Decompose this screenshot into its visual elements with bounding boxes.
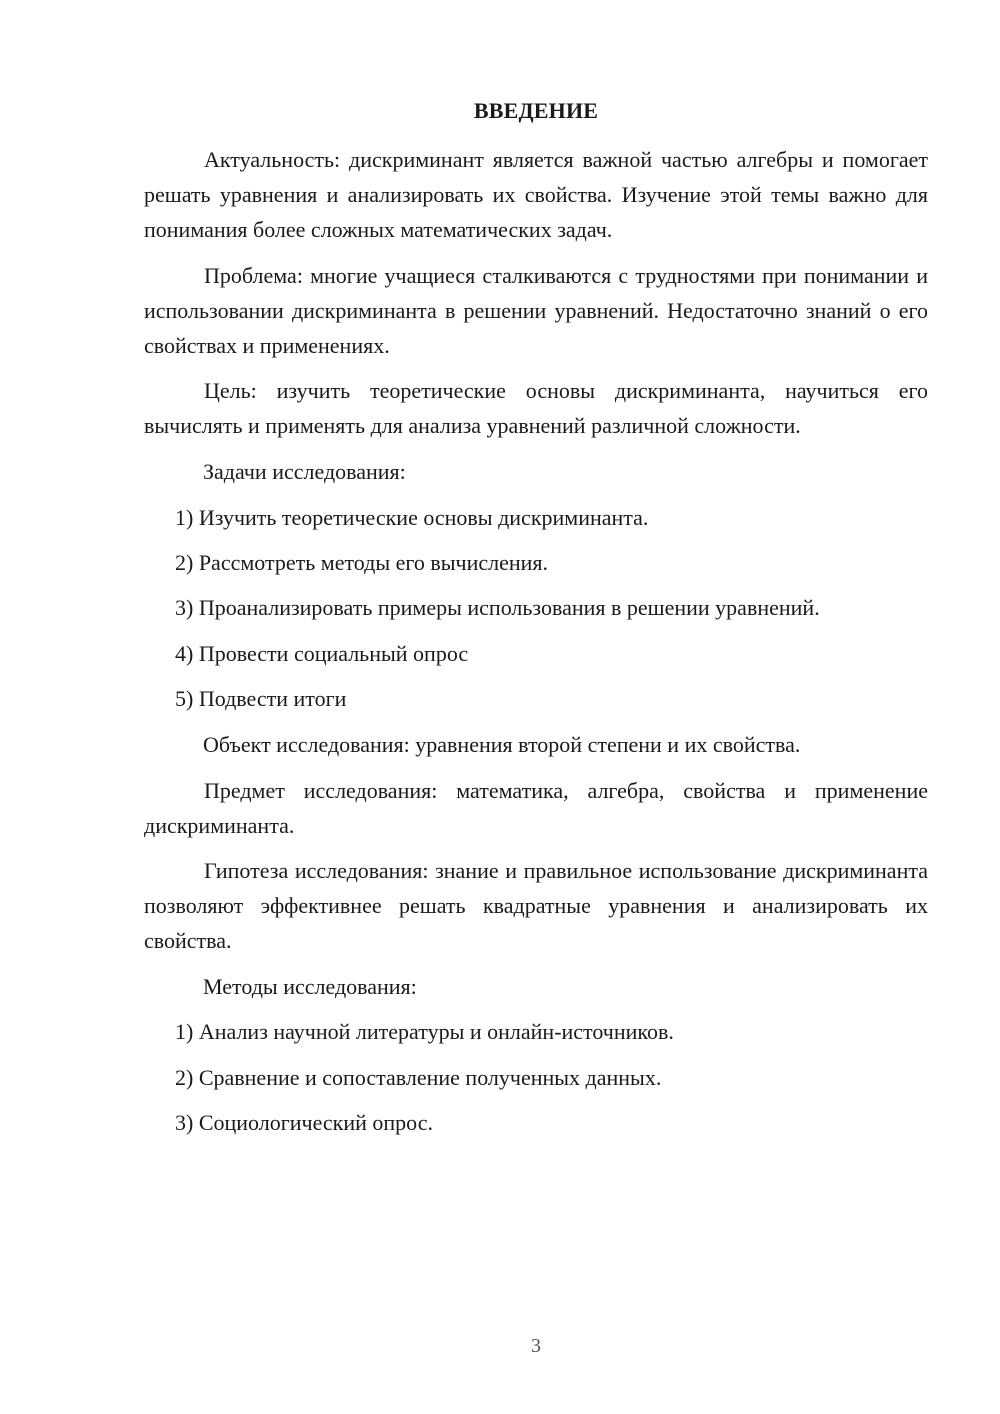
research-object: Объект исследования: уравнения второй степени и их свойства.: [203, 732, 801, 757]
goal-paragraph: Цель: изучить теоретические основы дискриминанта, научиться его вычислять и применять для анализа уравнений различной сложности.: [144, 378, 928, 438]
relevance-paragraph: Актуальность: дискриминант является важной частью алгебры и помогает решать уравнения и анализировать их свойства. Изучение этой темы важно для понимания более сложных математических задач.: [144, 147, 928, 242]
section-title: ВВЕДЕНИЕ: [473, 98, 599, 123]
problem-paragraph: Проблема: многие учащиеся сталкиваются с трудностями при понимании и использовании дискриминанта в решении уравнений. Недостаточно знаний о его свойствах и применениях.: [144, 263, 928, 358]
research-subject: Предмет исследования: математика, алгебра, свойства и применение дискриминанта.: [144, 778, 928, 838]
hypothesis-paragraph: Гипотеза исследования: знание и правильное использование дискриминанта позволяют эффективнее решать квадратные уравнения и анализировать их свойства.: [144, 858, 928, 953]
task-item: 3) Проанализировать примеры использования в решении уравнений.: [175, 595, 820, 620]
method-item: 3) Социологический опрос.: [175, 1110, 433, 1135]
task-item: 5) Подвести итоги: [175, 686, 347, 711]
methods-heading: Методы исследования:: [203, 974, 417, 999]
task-item: 2) Рассмотреть методы его вычисления.: [175, 550, 549, 575]
task-item: 4) Провести социальный опрос: [175, 641, 469, 666]
tasks-heading: Задачи исследования:: [203, 459, 406, 484]
method-item: 1) Анализ научной литературы и онлайн-источников.: [175, 1019, 674, 1044]
method-item: 2) Сравнение и сопоставление полученных данных.: [175, 1065, 662, 1090]
page-number: 3: [531, 1335, 541, 1357]
task-item: 1) Изучить теоретические основы дискриминанта.: [175, 505, 649, 530]
